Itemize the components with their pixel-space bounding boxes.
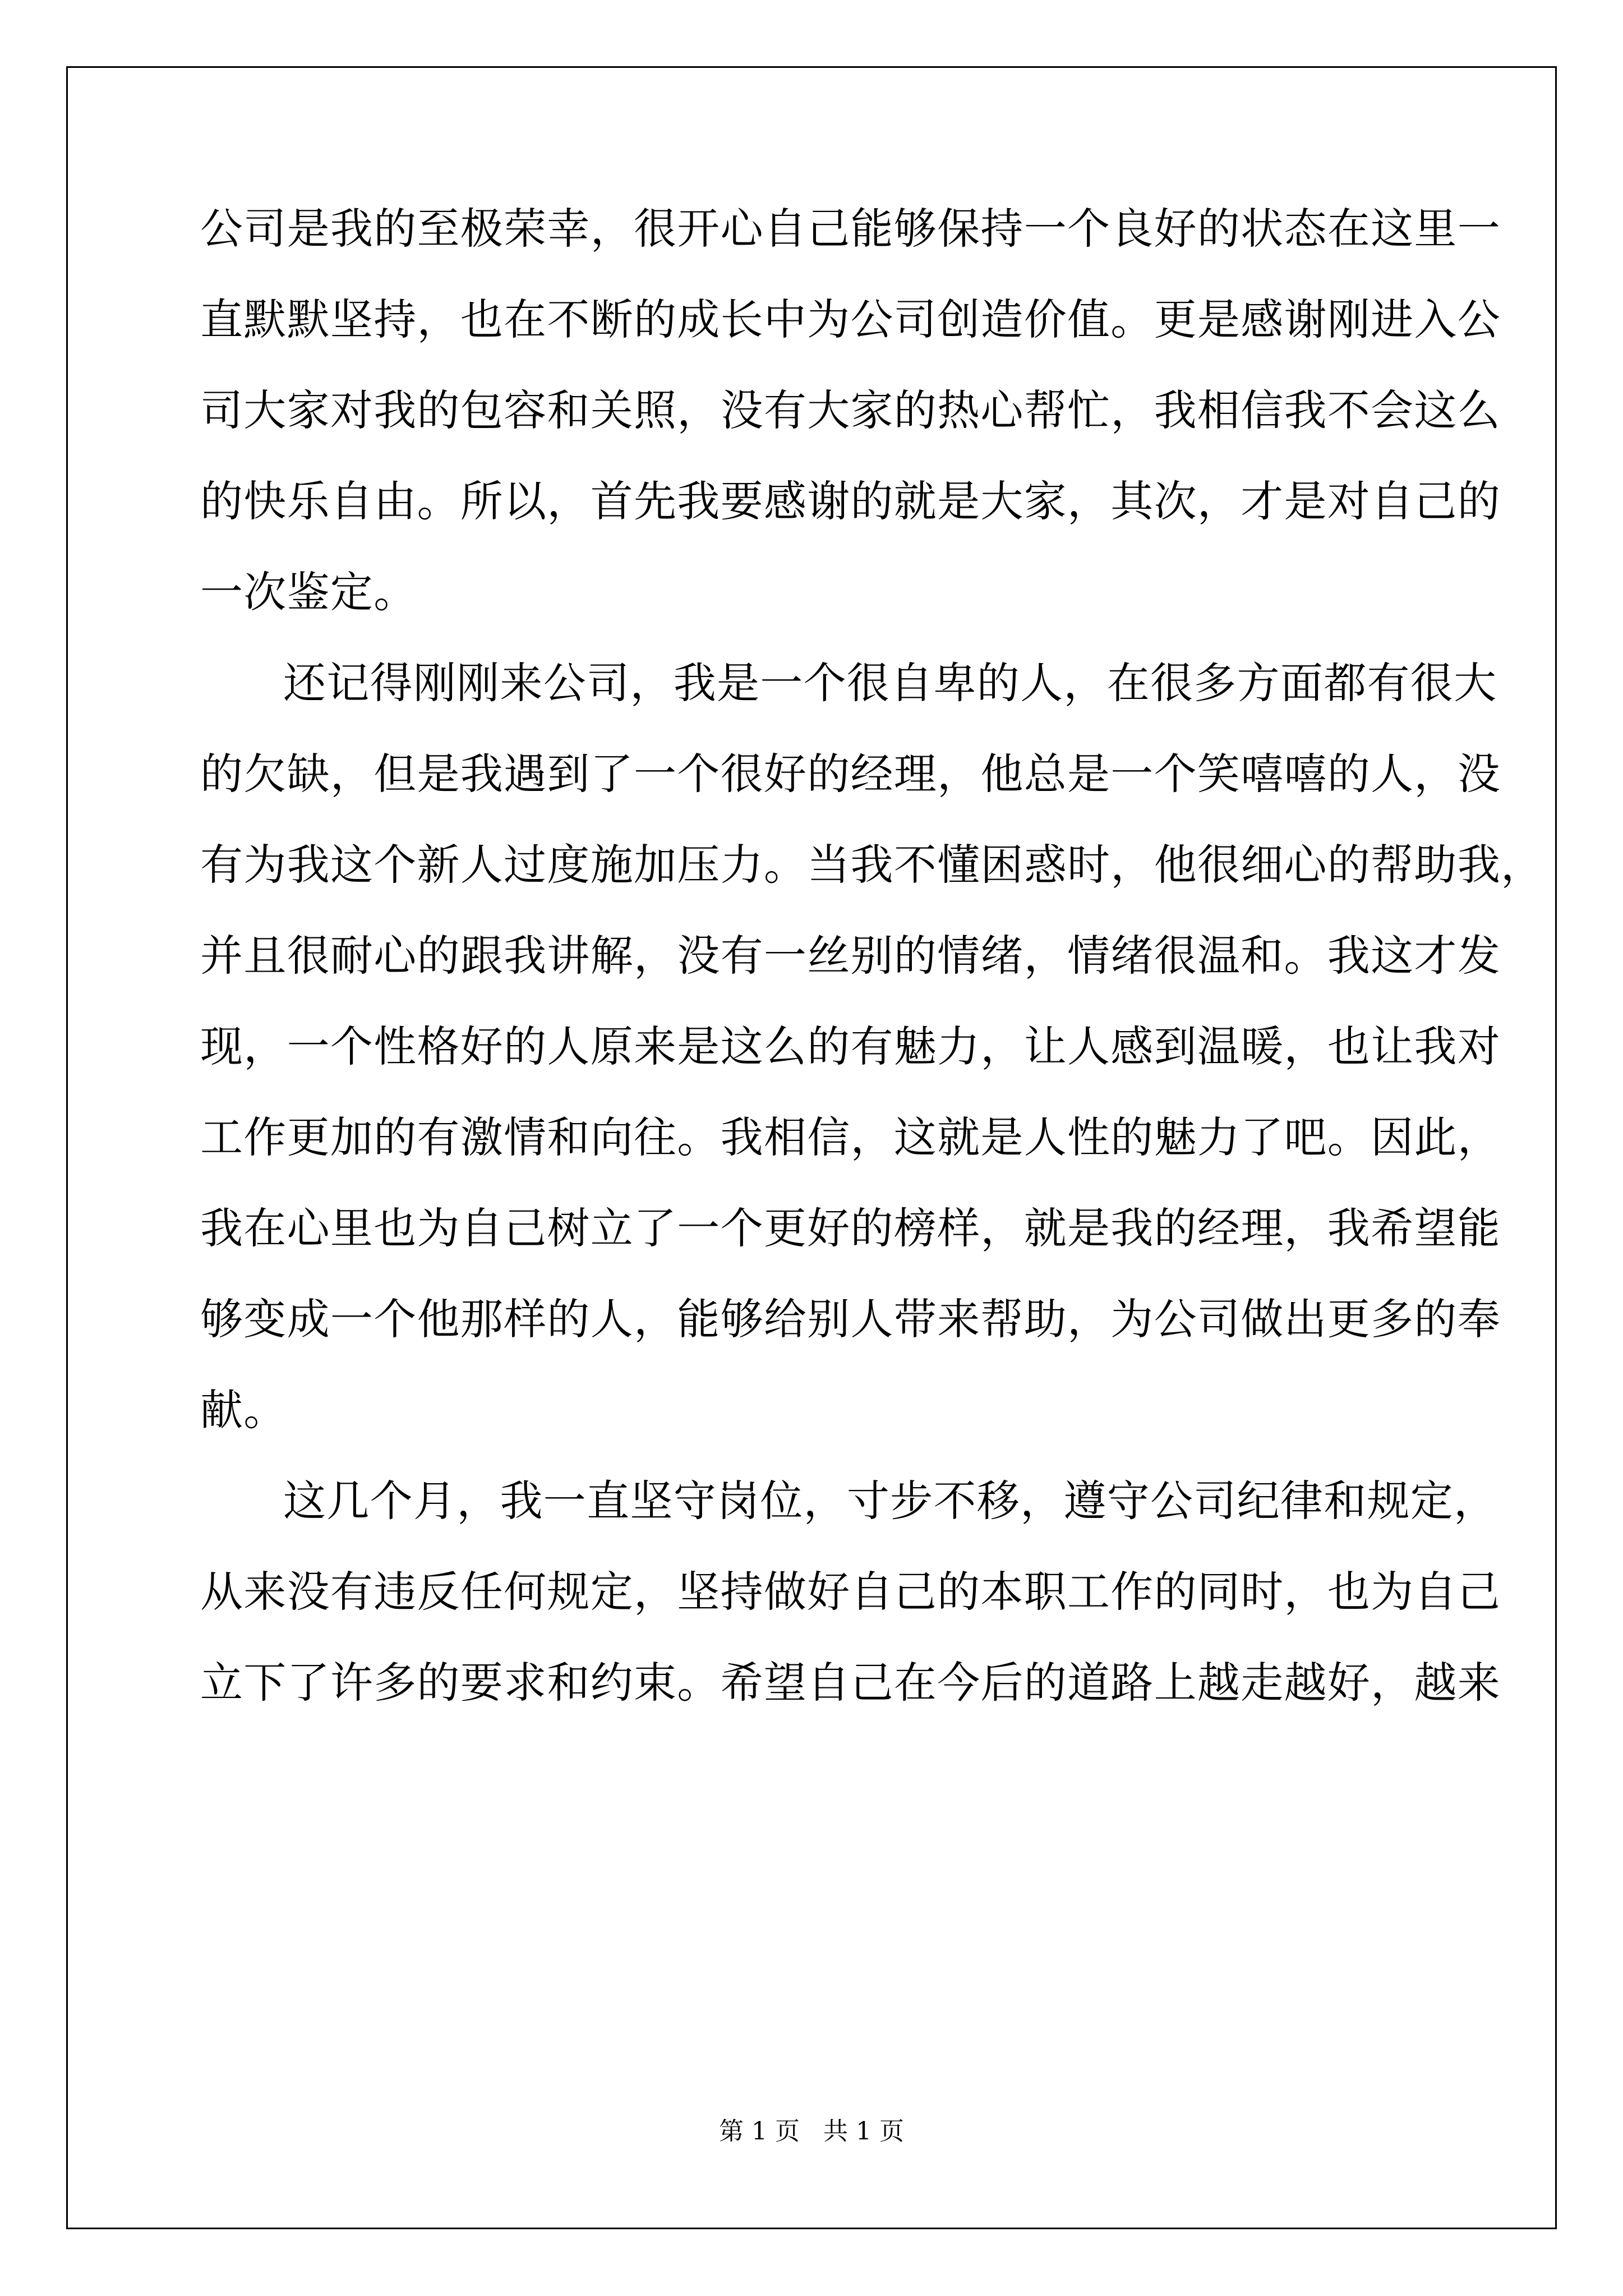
paragraph-line: 有为我这个新人过度施加压力。当我不懂困惑时，他很细心的帮助我， [200, 840, 1544, 890]
paragraph-line: 一次鉴定。 [200, 567, 417, 617]
paragraph-line: 从来没有违反任何规定，坚持做好自己的本职工作的同时，也为自己 [200, 1567, 1501, 1617]
paragraph-line: 直默默坚持，也在不断的成长中为公司创造价值。更是感谢刚进入公 [200, 295, 1501, 344]
paragraph-line: 公司是我的至极荣幸，很开心自己能够保持一个良好的状态在这里一 [200, 204, 1501, 254]
paragraph-line: 我在心里也为自己树立了一个更好的榜样，就是我的经理，我希望能 [200, 1203, 1501, 1253]
paragraph-line: 立下了许多的要求和约束。希望自己在今后的道路上越走越好，越来 [200, 1658, 1501, 1708]
paragraph-line: 还记得刚刚来公司，我是一个很自卑的人，在很多方面都有很大 [283, 658, 1497, 708]
paragraph-line: 的快乐自由。所以，首先我要感谢的就是大家，其次，才是对自己的 [200, 476, 1501, 526]
page-number-footer: 第 1 页 共 1 页 [719, 2117, 904, 2146]
paragraph-line: 现，一个性格好的人原来是这么的有魅力，让人感到温暖，也让我对 [200, 1022, 1501, 1071]
paragraph-line: 的欠缺，但是我遇到了一个很好的经理，他总是一个笑嘻嘻的人，没 [200, 749, 1501, 799]
paragraph-line: 这几个月，我一直坚守岗位，寸步不移，遵守公司纪律和规定， [283, 1476, 1497, 1526]
paragraph-line: 献。 [200, 1385, 287, 1435]
paragraph-line: 并且很耐心的跟我讲解，没有一丝别的情绪，情绪很温和。我这才发 [200, 931, 1501, 981]
paragraph-line: 司大家对我的包容和关照，没有大家的热心帮忙，我相信我不会这么 [200, 385, 1501, 435]
paragraph-line: 工作更加的有激情和向往。我相信，这就是人性的魅力了吧。因此， [200, 1112, 1501, 1162]
paragraph-line: 够变成一个他那样的人，能够给别人带来帮助，为公司做出更多的奉 [200, 1294, 1501, 1344]
